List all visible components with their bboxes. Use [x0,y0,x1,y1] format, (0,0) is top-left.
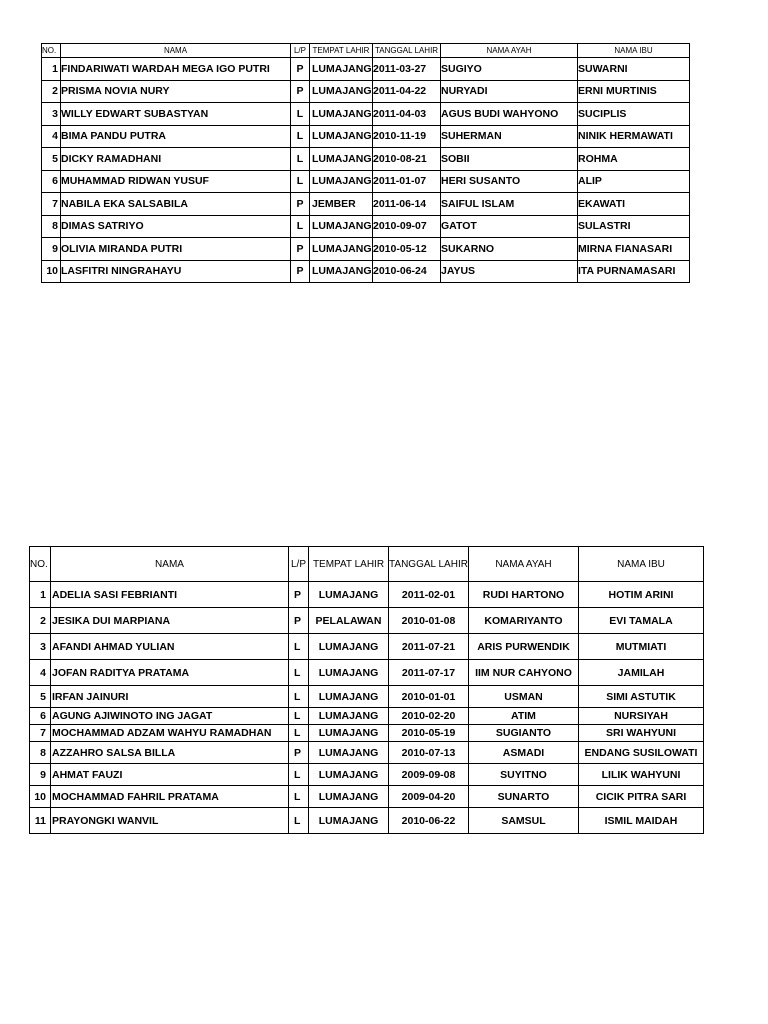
cell-tempat-lahir: LUMAJANG [310,80,373,103]
cell-nama: JESIKA DUI MARPIANA [51,608,289,634]
cell-no: 1 [42,58,61,81]
cell-nama: WILLY EDWART SUBASTYAN [61,103,291,126]
cell-tempat-lahir: LUMAJANG [309,786,389,808]
cell-tempat-lahir: LUMAJANG [310,260,373,283]
cell-no: 3 [42,103,61,126]
cell-lp: L [291,215,310,238]
header-nama-ibu: NAMA IBU [578,44,690,58]
cell-tempat-lahir: LUMAJANG [310,125,373,148]
header-tanggal-lahir: TANGGAL LAHIR [389,547,469,582]
cell-tempat-lahir: LUMAJANG [309,634,389,660]
cell-lp: P [291,238,310,261]
cell-tanggal-lahir: 2010-05-19 [389,725,469,742]
table-row [42,103,690,126]
table-row [42,238,690,261]
cell-lp: L [291,148,310,171]
cell-lp: P [289,742,309,764]
cell-tanggal-lahir: 2009-04-20 [389,786,469,808]
cell-lp: P [291,260,310,283]
cell-tempat-lahir: LUMAJANG [309,708,389,725]
cell-nama: AGUNG AJIWINOTO ING JAGAT [51,708,289,725]
cell-tempat-lahir: JEMBER [310,193,373,216]
cell-no: 5 [30,686,51,708]
cell-nama-ibu: EVI TAMALA [579,608,704,634]
table-row [30,660,704,686]
cell-nama-ibu: SUCIPLIS [578,103,690,126]
cell-lp: L [291,125,310,148]
table-row [30,634,704,660]
cell-no: 7 [30,725,51,742]
cell-no: 10 [30,786,51,808]
cell-tanggal-lahir: 2010-01-08 [389,608,469,634]
header-tempat-lahir: TEMPAT LAHIR [309,547,389,582]
cell-nama: AHMAT FAUZI [51,764,289,786]
cell-tempat-lahir: LUMAJANG [309,686,389,708]
cell-lp: P [289,608,309,634]
cell-nama-ayah: ARIS PURWENDIK [469,634,579,660]
table-row [30,582,704,608]
cell-nama-ayah: SUHERMAN [441,125,578,148]
cell-nama-ayah: ATIM [469,708,579,725]
cell-nama: FINDARIWATI WARDAH MEGA IGO PUTRI [61,58,291,81]
cell-nama-ibu: SULASTRI [578,215,690,238]
cell-nama-ayah: IIM NUR CAHYONO [469,660,579,686]
cell-no: 2 [42,80,61,103]
cell-tanggal-lahir: 2011-04-03 [373,103,441,126]
cell-no: 9 [30,764,51,786]
cell-nama-ayah: ASMADI [469,742,579,764]
cell-tempat-lahir: LUMAJANG [310,215,373,238]
header-nama-ayah: NAMA AYAH [469,547,579,582]
cell-nama-ibu: ALIP [578,170,690,193]
cell-tanggal-lahir: 2011-06-14 [373,193,441,216]
header-lp: L/P [291,44,310,58]
cell-no: 1 [30,582,51,608]
header-no: NO. [30,547,51,582]
table-row [42,215,690,238]
table-row [42,148,690,171]
cell-no: 5 [42,148,61,171]
cell-tanggal-lahir: 2010-11-19 [373,125,441,148]
cell-no: 9 [42,238,61,261]
cell-nama-ibu: ROHMA [578,148,690,171]
cell-nama-ayah: NURYADI [441,80,578,103]
cell-no: 8 [42,215,61,238]
table-header-row [42,44,690,58]
cell-nama-ibu: HOTIM ARINI [579,582,704,608]
table-row [30,764,704,786]
cell-nama-ayah: AGUS BUDI WAHYONO [441,103,578,126]
cell-nama-ibu: ERNI MURTINIS [578,80,690,103]
cell-lp: L [289,708,309,725]
table-header-row [30,547,704,582]
cell-nama-ibu: SUWARNI [578,58,690,81]
cell-nama-ibu: MIRNA FIANASARI [578,238,690,261]
cell-lp: P [289,582,309,608]
cell-no: 6 [42,170,61,193]
cell-nama-ibu: JAMILAH [579,660,704,686]
cell-tempat-lahir: LUMAJANG [310,148,373,171]
cell-nama-ayah: USMAN [469,686,579,708]
cell-no: 2 [30,608,51,634]
cell-lp: L [289,660,309,686]
cell-tanggal-lahir: 2010-02-20 [389,708,469,725]
cell-lp: L [289,634,309,660]
cell-tanggal-lahir: 2010-05-12 [373,238,441,261]
cell-nama-ibu: CICIK PITRA SARI [579,786,704,808]
cell-nama-ibu: MUTMIATI [579,634,704,660]
cell-lp: P [291,58,310,81]
cell-tanggal-lahir: 2011-03-27 [373,58,441,81]
cell-tempat-lahir: LUMAJANG [310,170,373,193]
cell-no: 10 [42,260,61,283]
header-tanggal-lahir: TANGGAL LAHIR [373,44,441,58]
cell-tanggal-lahir: 2011-02-01 [389,582,469,608]
cell-nama: PRAYONGKI WANVIL [51,808,289,834]
cell-nama-ibu: LILIK WAHYUNI [579,764,704,786]
cell-lp: L [289,764,309,786]
cell-nama: MUHAMMAD RIDWAN YUSUF [61,170,291,193]
cell-tempat-lahir: LUMAJANG [309,725,389,742]
cell-nama: AZZAHRO SALSA BILLA [51,742,289,764]
cell-nama-ayah: HERI SUSANTO [441,170,578,193]
cell-nama-ibu: EKAWATI [578,193,690,216]
table-row [42,170,690,193]
cell-no: 3 [30,634,51,660]
cell-tempat-lahir: LUMAJANG [309,808,389,834]
cell-nama-ayah: SUKARNO [441,238,578,261]
cell-nama: DICKY RAMADHANI [61,148,291,171]
header-lp: L/P [289,547,309,582]
cell-nama-ayah: SUGIYO [441,58,578,81]
cell-tanggal-lahir: 2011-07-21 [389,634,469,660]
cell-lp: L [289,808,309,834]
student-table-1 [41,43,690,283]
cell-nama-ayah: SUYITNO [469,764,579,786]
table-row [42,260,690,283]
cell-nama-ayah: GATOT [441,215,578,238]
cell-lp: P [291,80,310,103]
cell-tanggal-lahir: 2011-01-07 [373,170,441,193]
cell-nama-ayah: SUNARTO [469,786,579,808]
cell-nama-ayah: SUGIANTO [469,725,579,742]
cell-tempat-lahir: PELALAWAN [309,608,389,634]
table-row [42,58,690,81]
cell-nama-ibu: ISMIL MAIDAH [579,808,704,834]
cell-nama: ADELIA SASI FEBRIANTI [51,582,289,608]
cell-tempat-lahir: LUMAJANG [309,742,389,764]
cell-lp: L [289,725,309,742]
cell-nama-ayah: SAMSUL [469,808,579,834]
table-row [30,808,704,834]
table-row [30,725,704,742]
header-tempat-lahir: TEMPAT LAHIR [310,44,373,58]
table-row [30,708,704,725]
cell-nama-ayah: SOBII [441,148,578,171]
student-table-2 [29,546,704,834]
header-no: NO. [42,44,61,58]
cell-tanggal-lahir: 2010-07-13 [389,742,469,764]
cell-lp: P [291,193,310,216]
table-row [30,786,704,808]
cell-lp: L [291,170,310,193]
cell-tempat-lahir: LUMAJANG [310,238,373,261]
cell-nama-ibu: ITA PURNAMASARI [578,260,690,283]
table-row [30,608,704,634]
cell-no: 11 [30,808,51,834]
cell-nama: AFANDI AHMAD YULIAN [51,634,289,660]
cell-nama: DIMAS SATRIYO [61,215,291,238]
cell-nama-ayah: SAIFUL ISLAM [441,193,578,216]
cell-nama-ibu: NURSIYAH [579,708,704,725]
cell-tanggal-lahir: 2011-04-22 [373,80,441,103]
cell-no: 4 [30,660,51,686]
cell-nama: PRISMA NOVIA NURY [61,80,291,103]
cell-nama: IRFAN JAINURI [51,686,289,708]
table-row [42,125,690,148]
cell-no: 4 [42,125,61,148]
cell-lp: L [289,686,309,708]
header-nama-ibu: NAMA IBU [579,547,704,582]
cell-nama: MOCHAMMAD ADZAM WAHYU RAMADHAN [51,725,289,742]
cell-nama: BIMA PANDU PUTRA [61,125,291,148]
cell-tempat-lahir: LUMAJANG [309,764,389,786]
header-nama-ayah: NAMA AYAH [441,44,578,58]
cell-tempat-lahir: LUMAJANG [310,58,373,81]
cell-tanggal-lahir: 2010-08-21 [373,148,441,171]
cell-nama-ayah: KOMARIYANTO [469,608,579,634]
cell-tanggal-lahir: 2010-01-01 [389,686,469,708]
header-nama: NAMA [61,44,291,58]
cell-tempat-lahir: LUMAJANG [309,660,389,686]
cell-tanggal-lahir: 2010-06-24 [373,260,441,283]
cell-nama-ibu: NINIK HERMAWATI [578,125,690,148]
cell-nama-ibu: SRI WAHYUNI [579,725,704,742]
cell-tempat-lahir: LUMAJANG [310,103,373,126]
cell-tanggal-lahir: 2011-07-17 [389,660,469,686]
cell-nama: NABILA EKA SALSABILA [61,193,291,216]
cell-nama-ibu: ENDANG SUSILOWATI [579,742,704,764]
cell-nama-ayah: RUDI HARTONO [469,582,579,608]
cell-no: 7 [42,193,61,216]
cell-tanggal-lahir: 2010-06-22 [389,808,469,834]
cell-tanggal-lahir: 2009-09-08 [389,764,469,786]
header-nama: NAMA [51,547,289,582]
cell-lp: L [291,103,310,126]
cell-lp: L [289,786,309,808]
cell-nama: MOCHAMMAD FAHRIL PRATAMA [51,786,289,808]
cell-tempat-lahir: LUMAJANG [309,582,389,608]
table-row [30,742,704,764]
table-row [30,686,704,708]
cell-tanggal-lahir: 2010-09-07 [373,215,441,238]
cell-nama-ayah: JAYUS [441,260,578,283]
cell-no: 8 [30,742,51,764]
cell-nama: JOFAN RADITYA PRATAMA [51,660,289,686]
cell-nama-ibu: SIMI ASTUTIK [579,686,704,708]
cell-no: 6 [30,708,51,725]
cell-nama: OLIVIA MIRANDA PUTRI [61,238,291,261]
table-row [42,80,690,103]
cell-nama: LASFITRI NINGRAHAYU [61,260,291,283]
table-row [42,193,690,216]
